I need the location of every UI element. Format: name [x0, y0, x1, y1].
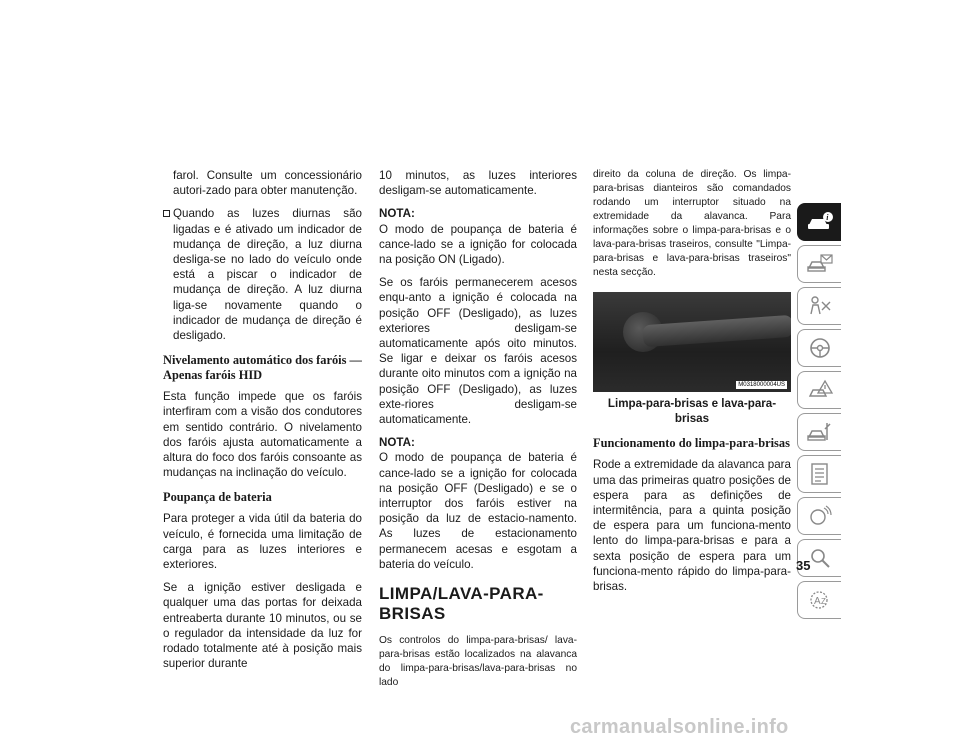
wiper-stalk	[642, 315, 791, 347]
car-mail-icon	[806, 252, 834, 276]
section-heading-funcionamento: Funcionamento do limpa-para-brisas	[593, 436, 790, 451]
tab-warning-car[interactable]	[797, 371, 841, 409]
svg-text:Z: Z	[820, 597, 826, 606]
svg-text:A: A	[813, 596, 821, 607]
section-heading-bateria: Poupança de bateria	[163, 490, 272, 505]
paragraph: Rode a extremidade da alavanca para uma das primeiras quatro posições de espera para as definições de intermitência, para a quinta posição de espera para um funciona-mento lento do limpa-para-brisas e para a sexta posição de espera para um funciona-mento rápido do limpa-para-brisas.	[593, 458, 791, 594]
bullet-item	[163, 206, 362, 343]
paragraph: Para proteger a vida útil da bateria do veículo, é fornecida uma limitação de carga para as luzes interiores e exteriores.	[163, 512, 362, 572]
tab-car-info[interactable]	[797, 203, 841, 241]
warning-car-icon	[806, 378, 834, 402]
footer-watermark: carmanualsonline.info	[570, 716, 789, 738]
steering-wheel-icon	[806, 336, 834, 360]
tab-multimedia[interactable]	[797, 497, 841, 535]
page-number: 35	[796, 558, 811, 573]
paragraph: farol. Consulte um concessionário autori-zado para obter manutenção.	[173, 169, 362, 198]
wiper-stalk-photo	[593, 292, 791, 392]
tab-language[interactable]	[797, 581, 841, 619]
car-info-icon	[806, 210, 834, 234]
paragraph: direito da coluna de direção. Os limpa-para-brisas dianteiros são comandados rodando um interruptor situado na extremidade da alavanca. Para informações sobre o limpa-para-brisas e o lava-para-brisas traseiros, consulte "Limpa-para-brisas e lava-para-brisas traseiros" nesta secção.	[593, 169, 791, 278]
tab-car-tools[interactable]	[797, 413, 841, 451]
note-text: O modo de poupança de bateria é cance-lado se a ignição for colocada na posição OFF (Desligado) e se o interruptor dos faróis estiver na posição da luz de estacio-namento. As luzes de estacionamento permanecem acesas e esgotam a bateria do veículo.	[379, 451, 577, 571]
car-tools-icon	[806, 420, 834, 444]
column-1	[163, 168, 362, 679]
column-2	[379, 168, 577, 698]
paragraph: Se os faróis permanecerem acesos enqu-anto a ignição é colocada na posição OFF (Desligado), as luzes exteriores desligam-se automaticamente após oito minutos. Se ligar e deixar os faróis acesos durante oito minutos com a ignição na posição OFF (Desligado), as luzes exte-riores desligam-se automaticamente.	[379, 276, 577, 427]
note-label: NOTA:	[379, 436, 415, 450]
person-safety-icon	[806, 294, 834, 318]
paragraph: Os controlos do limpa-para-brisas/ lava-para-brisas estão localizados na alavanca do limpa-para-brisas/lava-para-brisas no lado	[379, 635, 577, 689]
bullet-text: Quando as luzes diurnas são ligadas e é ativado um indicador de mudança de direção, a luz diurna desliga-se no lado do veículo onde está a piscar o indicador de mudança de direção. A luz diurna liga-se novamente quando o indicador de mudança de direção é desligado.	[173, 207, 362, 343]
note	[379, 206, 577, 267]
note	[379, 435, 577, 572]
figure-caption: Limpa-para-brisas e lava-para-brisas	[607, 397, 777, 426]
tab-steering-wheel[interactable]	[797, 329, 841, 367]
paragraph: Se a ignição estiver desligada e qualquer uma das portas for deixada entreaberta durante 10 minutos, ou se o regulador da intensidade da luz for rodado totalmente até à posição mais superior durante	[163, 581, 362, 671]
note-label: NOTA:	[379, 207, 415, 221]
section-heading-nivelamento: Nivelamento automático dos faróis — Apenas faróis HID	[163, 353, 362, 383]
paragraph: Esta função impede que os faróis interfiram com a visão dos condutores em sentido contrário. O nivelamento dos faróis ajusta automaticamente a altura do foco dos faróis consoante as mudanças na inclinação do veículo.	[163, 390, 362, 480]
paragraph: 10 minutos, as luzes interiores desligam-se automaticamente.	[379, 169, 577, 198]
column-3	[593, 168, 791, 602]
note-text: O modo de poupança de bateria é cance-lado se a ignição for colocada na posição ON (Ligado).	[379, 222, 577, 267]
chapter-heading-limpa: LIMPA/LAVA-PARA-BRISAS	[379, 584, 544, 624]
tab-checklist[interactable]	[797, 455, 841, 493]
tab-car-mail[interactable]	[797, 245, 841, 283]
checklist-icon	[806, 462, 834, 486]
tab-person-safety[interactable]	[797, 287, 841, 325]
svg-text:i: i	[825, 213, 829, 222]
photo-code: M0318000004US	[738, 382, 785, 388]
bullet-square-icon	[163, 210, 170, 217]
multimedia-icon	[806, 504, 834, 528]
language-icon	[806, 588, 834, 612]
